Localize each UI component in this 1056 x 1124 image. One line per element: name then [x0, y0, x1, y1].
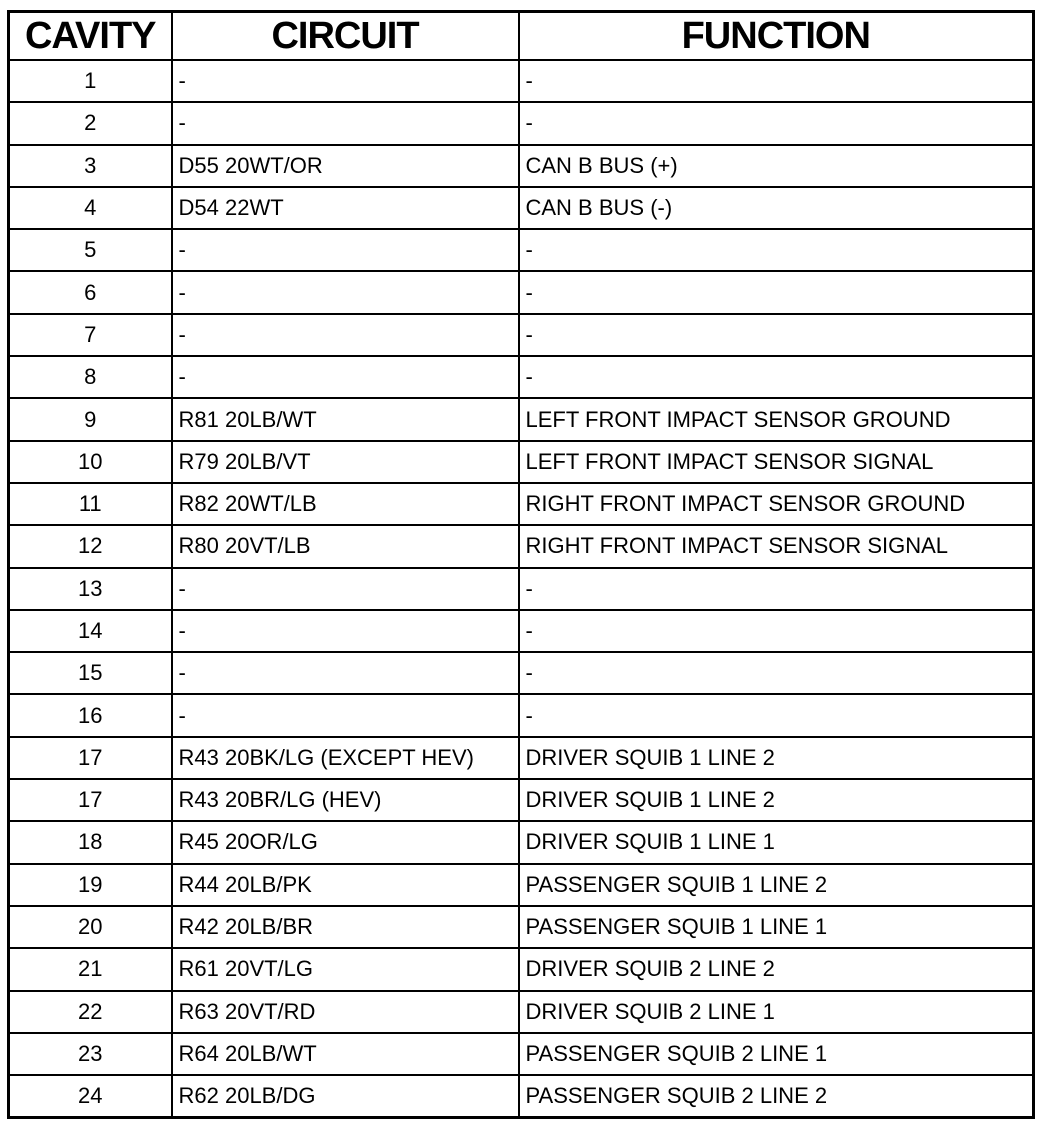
table-row — [9, 314, 1034, 356]
cavity-cell: 1 — [9, 60, 172, 102]
function-cell: RIGHT FRONT IMPACT SENSOR GROUND — [519, 483, 1034, 525]
function-cell: PASSENGER SQUIB 2 LINE 2 — [519, 1075, 1034, 1118]
cavity-cell: 3 — [9, 145, 172, 187]
circuit-cell: - — [172, 271, 519, 313]
connector-pinout-table — [7, 10, 1035, 1119]
circuit-cell: - — [172, 568, 519, 610]
function-cell: - — [519, 356, 1034, 398]
function-cell: - — [519, 568, 1034, 610]
cavity-cell: 17 — [9, 737, 172, 779]
function-cell: DRIVER SQUIB 2 LINE 1 — [519, 991, 1034, 1033]
function-cell: - — [519, 610, 1034, 652]
table-row — [9, 948, 1034, 990]
function-cell: - — [519, 229, 1034, 271]
header-function: FUNCTION — [519, 12, 1034, 61]
table-row — [9, 441, 1034, 483]
cavity-cell: 18 — [9, 821, 172, 863]
table-row — [9, 271, 1034, 313]
circuit-cell: D55 20WT/OR — [172, 145, 519, 187]
cavity-cell: 5 — [9, 229, 172, 271]
function-cell: DRIVER SQUIB 1 LINE 2 — [519, 737, 1034, 779]
cavity-cell: 2 — [9, 102, 172, 144]
function-cell: LEFT FRONT IMPACT SENSOR GROUND — [519, 398, 1034, 440]
table-row — [9, 229, 1034, 271]
circuit-cell: - — [172, 60, 519, 102]
table-row — [9, 1075, 1034, 1118]
header-row — [9, 12, 1034, 61]
table-row — [9, 60, 1034, 102]
table-row — [9, 398, 1034, 440]
table-header — [9, 12, 1034, 61]
circuit-cell: R79 20LB/VT — [172, 441, 519, 483]
cavity-cell: 10 — [9, 441, 172, 483]
function-cell: - — [519, 694, 1034, 736]
cavity-cell: 11 — [9, 483, 172, 525]
circuit-cell: R64 20LB/WT — [172, 1033, 519, 1075]
circuit-cell: - — [172, 314, 519, 356]
table-row — [9, 483, 1034, 525]
table-row — [9, 187, 1034, 229]
table-row — [9, 694, 1034, 736]
function-cell: PASSENGER SQUIB 1 LINE 1 — [519, 906, 1034, 948]
circuit-cell: R44 20LB/PK — [172, 864, 519, 906]
table-row — [9, 906, 1034, 948]
function-cell: - — [519, 652, 1034, 694]
function-cell: DRIVER SQUIB 2 LINE 2 — [519, 948, 1034, 990]
table-row — [9, 652, 1034, 694]
cavity-cell: 4 — [9, 187, 172, 229]
cavity-cell: 7 — [9, 314, 172, 356]
cavity-cell: 14 — [9, 610, 172, 652]
circuit-cell: R62 20LB/DG — [172, 1075, 519, 1118]
circuit-cell: - — [172, 356, 519, 398]
function-cell: LEFT FRONT IMPACT SENSOR SIGNAL — [519, 441, 1034, 483]
circuit-cell: - — [172, 229, 519, 271]
table-row — [9, 102, 1034, 144]
table-row — [9, 1033, 1034, 1075]
cavity-cell: 17 — [9, 779, 172, 821]
table-row — [9, 525, 1034, 567]
table-body — [9, 60, 1034, 1118]
circuit-cell: R63 20VT/RD — [172, 991, 519, 1033]
connector-pinout-table-wrapper — [7, 10, 1032, 1119]
function-cell: PASSENGER SQUIB 1 LINE 2 — [519, 864, 1034, 906]
circuit-cell: - — [172, 694, 519, 736]
table-row — [9, 991, 1034, 1033]
cavity-cell: 8 — [9, 356, 172, 398]
cavity-cell: 6 — [9, 271, 172, 313]
circuit-cell: R43 20BR/LG (HEV) — [172, 779, 519, 821]
cavity-cell: 22 — [9, 991, 172, 1033]
circuit-cell: R61 20VT/LG — [172, 948, 519, 990]
circuit-cell: R42 20LB/BR — [172, 906, 519, 948]
function-cell: - — [519, 314, 1034, 356]
circuit-cell: R43 20BK/LG (EXCEPT HEV) — [172, 737, 519, 779]
table-row — [9, 610, 1034, 652]
circuit-cell: R82 20WT/LB — [172, 483, 519, 525]
cavity-cell: 21 — [9, 948, 172, 990]
cavity-cell: 24 — [9, 1075, 172, 1118]
function-cell: CAN B BUS (+) — [519, 145, 1034, 187]
header-circuit: CIRCUIT — [172, 12, 519, 61]
circuit-cell: D54 22WT — [172, 187, 519, 229]
circuit-cell: R45 20OR/LG — [172, 821, 519, 863]
table-row — [9, 568, 1034, 610]
table-row — [9, 145, 1034, 187]
function-cell: PASSENGER SQUIB 2 LINE 1 — [519, 1033, 1034, 1075]
circuit-cell: R80 20VT/LB — [172, 525, 519, 567]
table-row — [9, 779, 1034, 821]
function-cell: - — [519, 102, 1034, 144]
function-cell: DRIVER SQUIB 1 LINE 2 — [519, 779, 1034, 821]
function-cell: - — [519, 271, 1034, 313]
function-cell: CAN B BUS (-) — [519, 187, 1034, 229]
cavity-cell: 16 — [9, 694, 172, 736]
function-cell: DRIVER SQUIB 1 LINE 1 — [519, 821, 1034, 863]
table-row — [9, 737, 1034, 779]
table-row — [9, 821, 1034, 863]
cavity-cell: 12 — [9, 525, 172, 567]
function-cell: RIGHT FRONT IMPACT SENSOR SIGNAL — [519, 525, 1034, 567]
cavity-cell: 13 — [9, 568, 172, 610]
cavity-cell: 9 — [9, 398, 172, 440]
cavity-cell: 19 — [9, 864, 172, 906]
cavity-cell: 15 — [9, 652, 172, 694]
circuit-cell: - — [172, 652, 519, 694]
cavity-cell: 20 — [9, 906, 172, 948]
cavity-cell: 23 — [9, 1033, 172, 1075]
function-cell: - — [519, 60, 1034, 102]
header-cavity: CAVITY — [9, 12, 172, 61]
circuit-cell: R81 20LB/WT — [172, 398, 519, 440]
circuit-cell: - — [172, 102, 519, 144]
circuit-cell: - — [172, 610, 519, 652]
table-row — [9, 864, 1034, 906]
table-row — [9, 356, 1034, 398]
